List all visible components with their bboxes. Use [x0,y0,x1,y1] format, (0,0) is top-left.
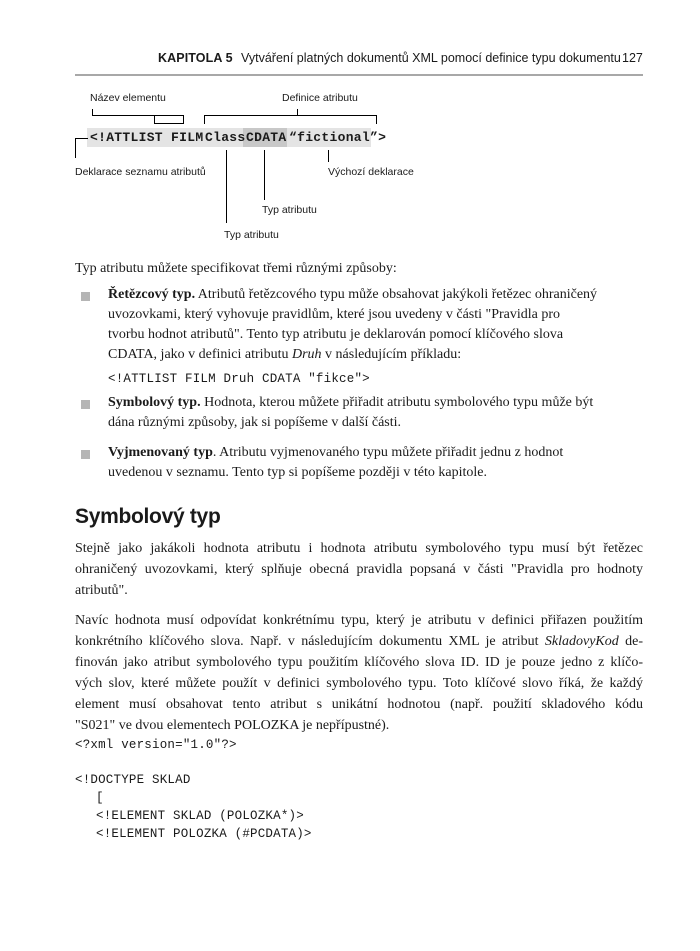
header-rule [75,74,643,76]
chapter-label: KAPITOLA 5 [158,51,233,65]
paragraph-line: element musí obsahovat tento atribut s unikátní hodnotou (např. použití skladového kódu [75,697,643,712]
bullet-string-type [108,285,643,365]
code-line: <?xml version="1.0"?> [75,738,237,752]
bullet-text: v následujícím příkladu: [321,347,462,362]
paragraph [75,610,643,736]
label-element-name: Název elementu [90,92,166,104]
bullet-term: Symbolový typ. [108,395,201,410]
bracket-attribute-definition [376,115,377,124]
bullet-text: uvozovkami, který vyhovuje pravidlům, které jsou uvedeny v části "Pravidla pro [108,307,561,322]
paragraph-line [75,631,643,652]
bullet-text: uvedenou v seznamu. Tento typ si popíšeme později v této kapitole. [108,465,488,480]
paragraph-line: Stejně jako jakákoli hodnota atributu i hodnota atributu symbolového typu musí být řetězec [75,541,643,556]
bullet-text: dána různými způsoby, jak si popíšeme v další části. [108,415,402,430]
code-line: <!ELEMENT POLOZKA (#PCDATA)> [96,827,312,841]
bullet-marker [81,292,90,301]
label-attribute-type: Typ atributu [224,229,279,241]
label-attribute-type: Typ atributu [262,204,317,216]
emphasis: Druh [291,347,322,362]
bullet-marker [81,400,90,409]
intro-paragraph: Typ atributu můžete specifikovat třemi různými způsoby: [75,261,397,276]
label-default-declaration: Výchozí deklarace [328,166,414,178]
bracket-attribute-definition [204,115,377,116]
emphasis: SkladovyKod [544,634,619,649]
bracket-element-name [154,123,184,124]
bullet-text: Hodnota, kterou můžete přiřadit atributu symbolového typu může být [200,395,594,410]
bracket-attlist [75,138,88,139]
bullet-text: CDATA, jako v definici atributu [108,347,292,362]
paragraph-text: de- [618,634,643,649]
bullet-text: . Atributu vyjmenovaného typu můžete přiřadit jednu z hodnot [212,445,564,460]
code-line: <!DOCTYPE SKLAD [75,773,191,787]
code-default: “fictional”> [289,130,387,145]
code-example: <!ATTLIST FILM Druh CDATA "fikce"> [108,372,370,386]
line-default-declaration [328,150,329,162]
code-line: <!ELEMENT SKLAD (POLOZKA*)> [96,809,304,823]
bullet-term: Řetězcový typ. [108,287,196,302]
code-class: Class [205,130,246,145]
bracket-element-name [92,115,184,116]
chapter-title: Vytváření platných dokumentů XML pomocí definice typu dokumentu [241,51,621,65]
label-attlist-declaration: Deklarace seznamu atributů [75,166,206,178]
bullet-marker [81,450,90,459]
paragraph-line: ohraničený uvozovkami, který splňuje obecná pravidla popsaná v části "Pravidla pro hodnoty [75,562,643,577]
bullet-enumerated-type [108,443,643,483]
code-attlist-film: <!ATTLIST FILM [90,130,204,145]
code-cdata: CDATA [246,130,287,145]
paragraph-line: "S021" ve dvou elementech POLOZKA je nepřípustné). [75,718,390,733]
bullet-text: Atributů řetězcového typu může obsahovat jakýkoli řetězec ohraničený [195,287,598,302]
paragraph-line: atributů". [75,583,128,598]
bullet-term: Vyjmenovaný typ [108,445,213,460]
bullet-symbol-type [108,393,643,433]
paragraph-line: Navíc hodnota musí odpovídat konkrétnímu typu, který je atributu v definici přiřazen použitím [75,613,643,628]
label-attribute-definition: Definice atributu [282,92,358,104]
code-line: [ [96,791,104,805]
paragraph-text: konkrétního klíčového slova. Např. v následujícím dokumentu XML je atribut [75,634,545,649]
bracket-attlist [75,138,76,158]
bracket-attribute-definition [204,115,205,124]
bullet-text: tvorbu hodnot atributů". Tento typ atributu je deklarován pomocí klíčového slova [108,327,564,342]
section-heading: Symbolový typ [75,505,221,528]
paragraph-line: finován jako atribut symbolového typu použitím klíčového slova ID. ID je pouze jedno z klíčo- [75,655,643,670]
page-number: 127 [622,51,643,65]
paragraph [75,538,643,601]
line-attribute-type-class [226,150,227,223]
paragraph-line: vých slov, které můžete použít v definici symbolového typu. Toto klíčové slovo říká, že každý [75,676,643,691]
line-attribute-type-cdata [264,150,265,200]
